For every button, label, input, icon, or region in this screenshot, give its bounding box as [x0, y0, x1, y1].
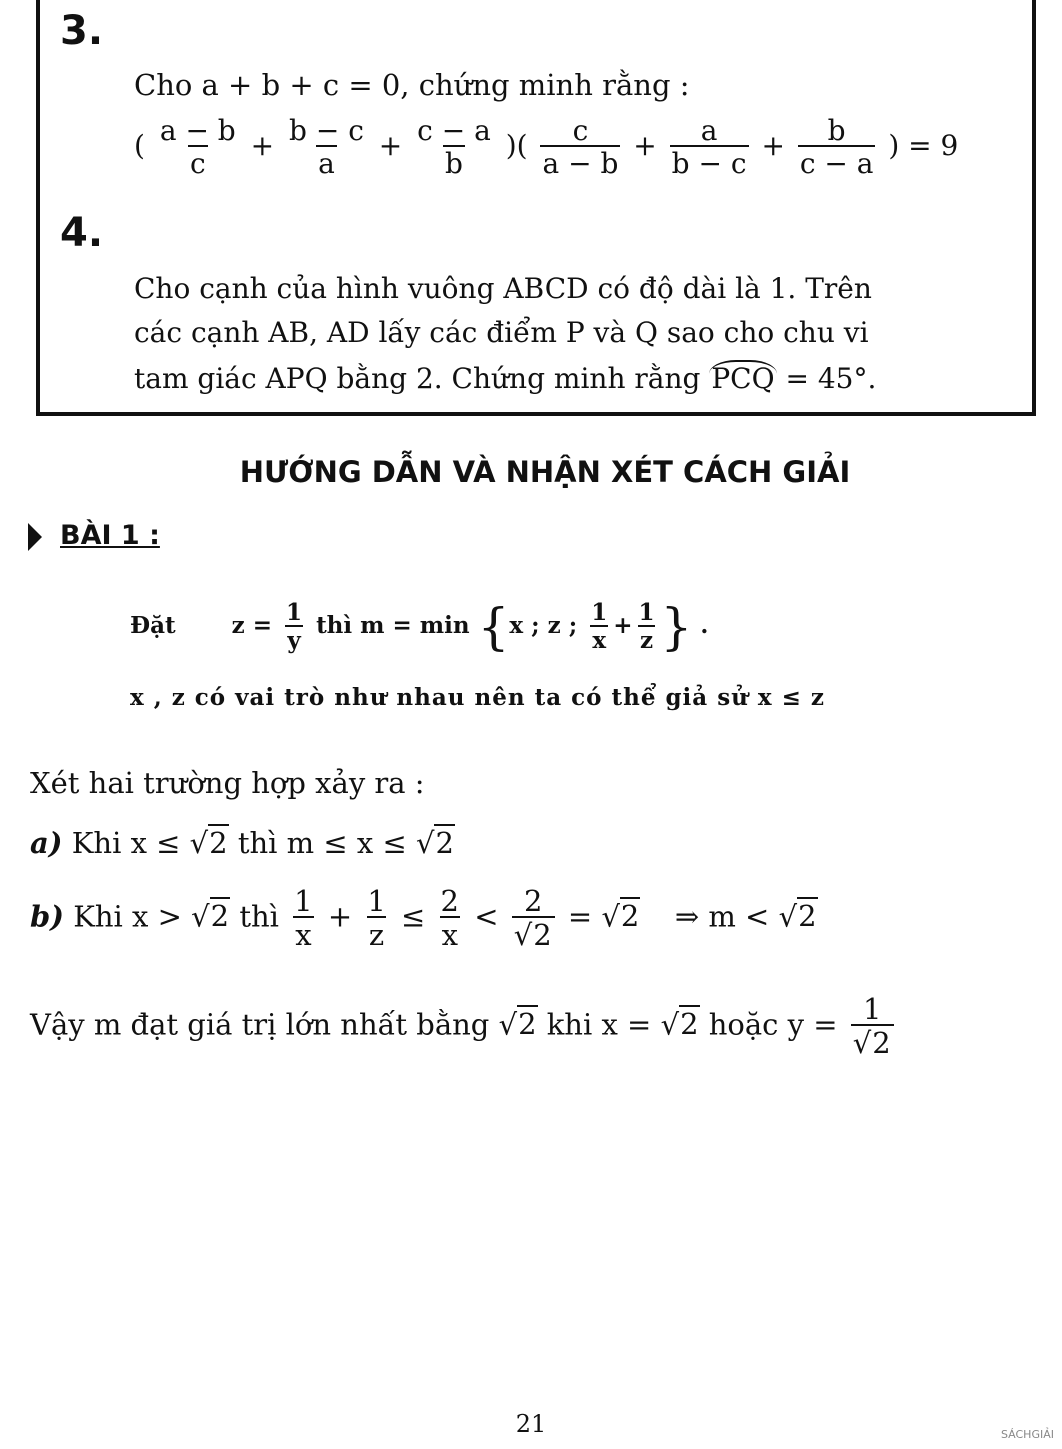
problem-4-line-3: tam giác APQ bằng 2. Chứng minh rằng PCQ = 45°. [134, 362, 877, 395]
problem-4-line-1: Cho cạnh của hình vuông ABCD có độ dài là 1. Trên [134, 272, 872, 305]
symmetry-line: x , z có vai trò như nhau nên ta có thể giả sử x ≤ z [130, 684, 825, 711]
section-heading: HƯỚNG DẪN VÀ NHẬN XÉT CÁCH GIẢI [239, 455, 851, 489]
angle-pcq: PCQ [711, 362, 775, 395]
fraction: $\frac{b - c}{a}$ [289, 114, 364, 181]
triangle-bullet-icon [28, 523, 42, 551]
cases-intro: Xét hai trường hợp xảy ra : [30, 766, 425, 800]
fraction: $\frac{a - b}{c}$ [159, 114, 236, 181]
fraction: $\frac{a}{b - c}$ [671, 114, 747, 181]
problem-3-formula: ( $\frac{a - b}{c}$ + $\frac{b - c}{a}$ + $\frac{c - a}{b}$ )( $\frac{c}{a - b}$ + $\frac{a}{b - c}$ + $\frac{b}{c - a}$ ) = 9 [134, 114, 959, 181]
problem-box [36, 0, 1036, 416]
bai-1-label: BÀI 1 : [28, 520, 160, 551]
problem-3-statement: Cho a + b + c = 0, chứng minh rằng : [134, 68, 690, 102]
case-a: a) Khi x ≤ √2 thì m ≤ x ≤ √2 [30, 826, 454, 860]
fraction: $\frac{c - a}{b}$ [417, 114, 491, 181]
problem-3-number: 3. [60, 8, 104, 54]
fraction: $\frac{c}{a - b}$ [542, 114, 619, 181]
conclusion: Vậy m đạt giá trị lớn nhất bằng √2 khi x = √2 hoặc y = $\frac{1}{√2}$ [30, 994, 898, 1059]
fraction: $\frac{b}{c - a}$ [799, 114, 874, 181]
problem-4-line-2: các cạnh AB, AD lấy các điểm P và Q sao cho chu vi [134, 316, 869, 349]
watermark-logo: SÁCHGIẢI [1000, 1428, 1054, 1441]
problem-4-number: 4. [60, 210, 104, 256]
substitution-line: Đặt z = $\frac{1}{y}$ thì m = min {x ; z ; $\frac{1}{x}$ + $\frac{1}{z}$ } . [130, 598, 709, 656]
page-number: 21 [515, 1410, 547, 1438]
case-b: b) Khi x > √2 thì $\frac{1}{x}$ + $\frac{1}{z}$ ≤ $\frac{2}{x}$ < $\frac{2}{√2}$ = √2 ⇒ m < √2 [30, 884, 817, 953]
